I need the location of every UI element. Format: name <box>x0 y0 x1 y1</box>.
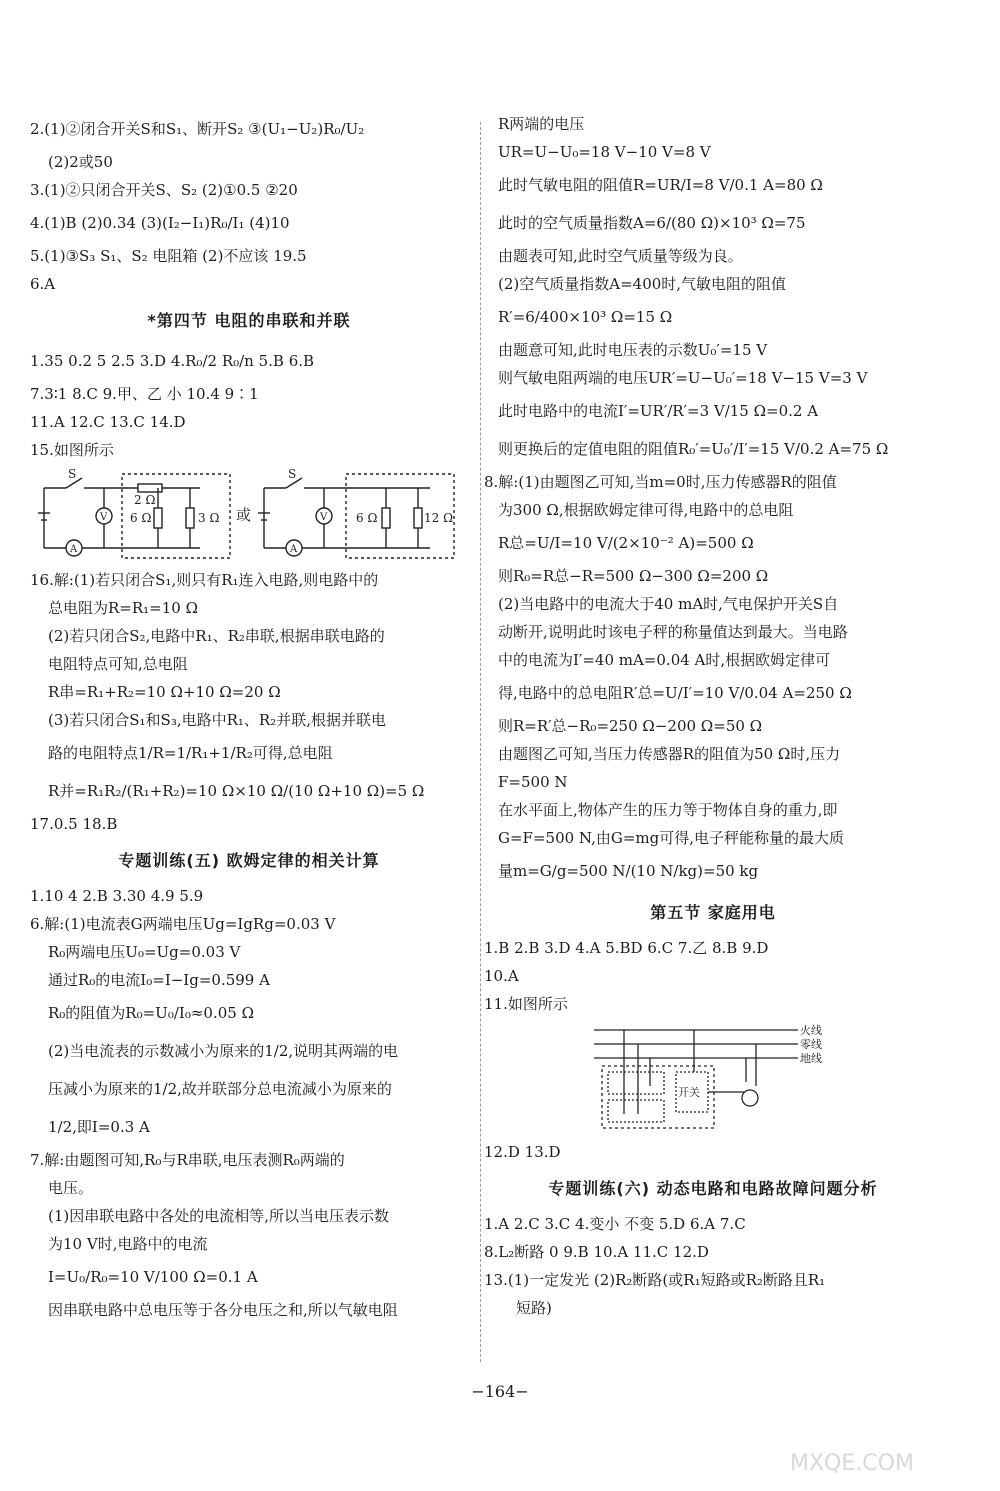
left-column <box>30 110 468 1324</box>
answer-line: 16.解:(1)若只闭合S₁,则只有R₁连入电路,则电路中的 <box>30 571 379 589</box>
section-heading-training-6: 专题训练(六) 动态电路和电路故障问题分析 <box>548 1179 878 1198</box>
page-number: −164− <box>471 1382 529 1401</box>
ammeter-label-2: A <box>290 544 298 555</box>
answers-block-2 <box>30 342 468 464</box>
answer-line: 13.(1)一定发光 (2)R₂断路(或R₁短路或R₂断路且R₁ <box>484 1271 826 1289</box>
answer-line: 7.3∶1 8.C 9.甲、乙 小 10.4 9∶1 <box>30 385 259 403</box>
voltmeter-label: V <box>100 512 108 523</box>
answer-line: UR=U−U₀=18 V−10 V=8 V <box>498 143 711 161</box>
answer-line: 因串联电路中总电压等于各分电压之和,所以气敏电阻 <box>48 1301 398 1319</box>
answer-line: 总电阻为R=R₁=10 Ω <box>48 599 199 617</box>
answer-line: R并=R₁R₂/(R₁+R₂)=10 Ω×10 Ω/(10 Ω+10 Ω)=5 Ω <box>48 782 425 800</box>
answer-line: 3.(1)②只闭合开关S、S₂ (2)①0.5 ②20 <box>30 181 298 199</box>
answer-line: 此时电路中的电流I′=UR′/R′=3 V/15 Ω=0.2 A <box>498 402 819 420</box>
answer-line: 17.0.5 18.B <box>30 815 118 833</box>
answer-line: 11.如图所示 <box>484 995 568 1013</box>
answer-line: 则R=R′总−R₀=250 Ω−200 Ω=50 Ω <box>498 717 763 735</box>
answer-line: (2)若只闭合S₂,电路中R₁、R₂串联,根据串联电路的 <box>48 627 385 645</box>
answer-line: 11.A 12.C 13.C 14.D <box>30 413 186 431</box>
answer-line: 则气敏电阻两端的电压UR′=U−U₀′=18 V−15 V=3 V <box>498 369 868 387</box>
answer-line: 此时的空气质量指数A=6/(80 Ω)×10³ Ω=75 <box>498 214 806 232</box>
switch-label: S <box>68 468 77 481</box>
answer-line: 路的电阻特点1/R=1/R₁+1/R₂可得,总电阻 <box>48 744 333 762</box>
answer-line: R₀的阻值为R₀=U₀/I₀≈0.05 Ω <box>48 1004 255 1022</box>
answer-line: 8.L₂断路 0 9.B 10.A 11.C 12.D <box>484 1243 709 1261</box>
answer-line: 由题表可知,此时空气质量等级为良。 <box>498 247 743 265</box>
answer-line: R两端的电压 <box>498 115 585 133</box>
answer-line: 量m=G/g=500 N/(10 N/kg)=50 kg <box>498 862 759 880</box>
resistor-label-6ohm: 6 Ω <box>130 511 152 525</box>
answer-line: 1.A 2.C 3.C 4.变小 不变 5.D 6.A 7.C <box>484 1215 746 1233</box>
switch-label-2: S <box>288 468 297 481</box>
answer-line: 10.A <box>484 967 519 985</box>
answer-line: 压减小为原来的1/2,故并联部分总电流减小为原来的 <box>48 1080 392 1098</box>
right-column <box>484 110 928 1322</box>
column-divider <box>480 122 482 1362</box>
answer-line: R总=U/I=10 V/(2×10⁻² A)=500 Ω <box>498 534 754 552</box>
ground-wire-label: 地线 <box>800 1052 822 1065</box>
section-heading-5: 第五节 家庭用电 <box>650 903 776 922</box>
answer-line: 8.解:(1)由题图乙可知,当m=0时,压力传感器R的阻值 <box>484 473 837 491</box>
answer-line: 为10 V时,电路中的电流 <box>48 1235 208 1253</box>
answer-line: 此时气敏电阻的阻值R=UR/I=8 V/0.1 A=80 Ω <box>498 176 823 194</box>
answer-line: F=500 N <box>498 773 568 791</box>
answer-line: 15.如图所示 <box>30 441 114 459</box>
answer-line: 在水平面上,物体产生的压力等于物体自身的重力,即 <box>498 801 838 819</box>
answer-line: 1.35 0.2 5 2.5 3.D 4.R₀/2 R₀/n 5.B 6.B <box>30 352 315 370</box>
neutral-wire-label: 零线 <box>800 1038 822 1051</box>
section-heading-training-5: 专题训练(五) 欧姆定律的相关计算 <box>118 851 380 870</box>
ammeter-label: A <box>70 544 78 555</box>
answer-line: 1.B 2.B 3.D 4.A 5.BD 6.C 7.乙 8.B 9.D <box>484 939 769 957</box>
resistor-label-3ohm: 3 Ω <box>198 511 220 525</box>
answer-line: 6.解:(1)电流表G两端电压Ug=IgRg=0.03 V <box>30 915 336 933</box>
answer-line: 电压。 <box>48 1179 94 1197</box>
answers-block-3 <box>30 566 468 838</box>
answer-line: I=U₀/R₀=10 V/100 Ω=0.1 A <box>48 1268 258 1286</box>
watermark-text: MXQE.COM <box>790 1451 914 1476</box>
answer-line: 1.10 4 2.B 3.30 4.9 5.9 <box>30 887 204 905</box>
fire-wire-label: 火线 <box>800 1024 822 1037</box>
answer-line: R串=R₁+R₂=10 Ω+10 Ω=20 Ω <box>48 683 281 701</box>
watermark-logo <box>780 1400 980 1480</box>
answer-line: 中的电流为I′=40 mA=0.04 A时,根据欧姆定律可 <box>498 651 831 669</box>
answer-line: 5.(1)③S₃ S₁、S₂ 电阻箱 (2)不应该 19.5 <box>30 247 307 265</box>
answer-line: 由题意可知,此时电压表的示数U₀′=15 V <box>498 341 768 359</box>
switch-label-11: 开关 <box>678 1086 700 1099</box>
answer-line: (2)空气质量指数A=400时,气敏电阻的阻值 <box>498 275 787 293</box>
answers-block-7 <box>484 1138 928 1166</box>
answer-line: (1)因串联电路中各处的电流相等,所以当电压表示数 <box>48 1207 390 1225</box>
resistor-label-6ohm-b: 6 Ω <box>356 511 378 525</box>
or-label: 或 <box>236 506 252 524</box>
answer-line: 7.解:由题图可知,R₀与R串联,电压表测R₀两端的 <box>30 1151 345 1169</box>
wiring-figure-11 <box>498 1022 928 1132</box>
answer-line: 短路) <box>516 1299 552 1317</box>
answer-line: G=F=500 N,由G=mg可得,电子秤能称量的最大质 <box>498 829 845 847</box>
answer-line: 则更换后的定值电阻的阻值R₀′=U₀′/I′=15 V/0.2 A=75 Ω <box>498 440 889 458</box>
resistor-label-12ohm: 12 Ω <box>424 511 454 525</box>
answer-line: 4.(1)B (2)0.34 (3)(I₂−I₁)R₀/I₁ (4)10 <box>30 214 290 232</box>
answer-line: 动断开,说明此时该电子秤的称量值达到最大。当电路 <box>498 623 848 641</box>
answer-line: R′=6/400×10³ Ω=15 Ω <box>498 308 673 326</box>
answer-line: 为300 Ω,根据欧姆定律可得,电路中的总电阻 <box>498 501 794 519</box>
answers-block-5 <box>484 110 928 890</box>
answer-line: 1/2,即I=0.3 A <box>48 1118 150 1136</box>
answer-line: 电阻特点可知,总电阻 <box>48 655 188 673</box>
answer-line: (2)当电流表的示数减小为原来的1/2,说明其两端的电 <box>48 1042 399 1060</box>
answer-line: 12.D 13.D <box>484 1143 561 1161</box>
answers-block-8 <box>484 1210 928 1322</box>
section-heading-4: *第四节 电阻的串联和并联 <box>147 311 351 330</box>
answer-line: R₀两端电压U₀=Ug=0.03 V <box>48 943 241 961</box>
answer-line: (3)若只闭合S₁和S₃,电路中R₁、R₂并联,根据并联电 <box>48 711 386 729</box>
answer-line: 2.(1)②闭合开关S和S₁、断开S₂ ③(U₁−U₂)R₀/U₂ <box>30 120 365 138</box>
circuit-figure-15 <box>30 468 468 560</box>
voltmeter-label-2: V <box>320 512 328 523</box>
answers-block-6 <box>484 934 928 1018</box>
answer-line: 由题图乙可知,当压力传感器R的阻值为50 Ω时,压力 <box>498 745 841 763</box>
answer-line: 通过R₀的电流I₀=I−Ig=0.599 A <box>48 971 270 989</box>
answer-line: 则R₀=R总−R=500 Ω−300 Ω=200 Ω <box>498 567 769 585</box>
answer-line: 6.A <box>30 275 56 293</box>
answers-block-1 <box>30 110 468 298</box>
resistor-label-2ohm: 2 Ω <box>134 493 156 507</box>
answer-line: 得,电路中的总电阻R′总=U/I′=10 V/0.04 A=250 Ω <box>498 684 852 702</box>
answers-block-4 <box>30 882 468 1324</box>
answer-line: (2)2或50 <box>48 153 113 171</box>
answer-line: (2)当电路中的电流大于40 mA时,气电保护开关S自 <box>498 595 839 613</box>
